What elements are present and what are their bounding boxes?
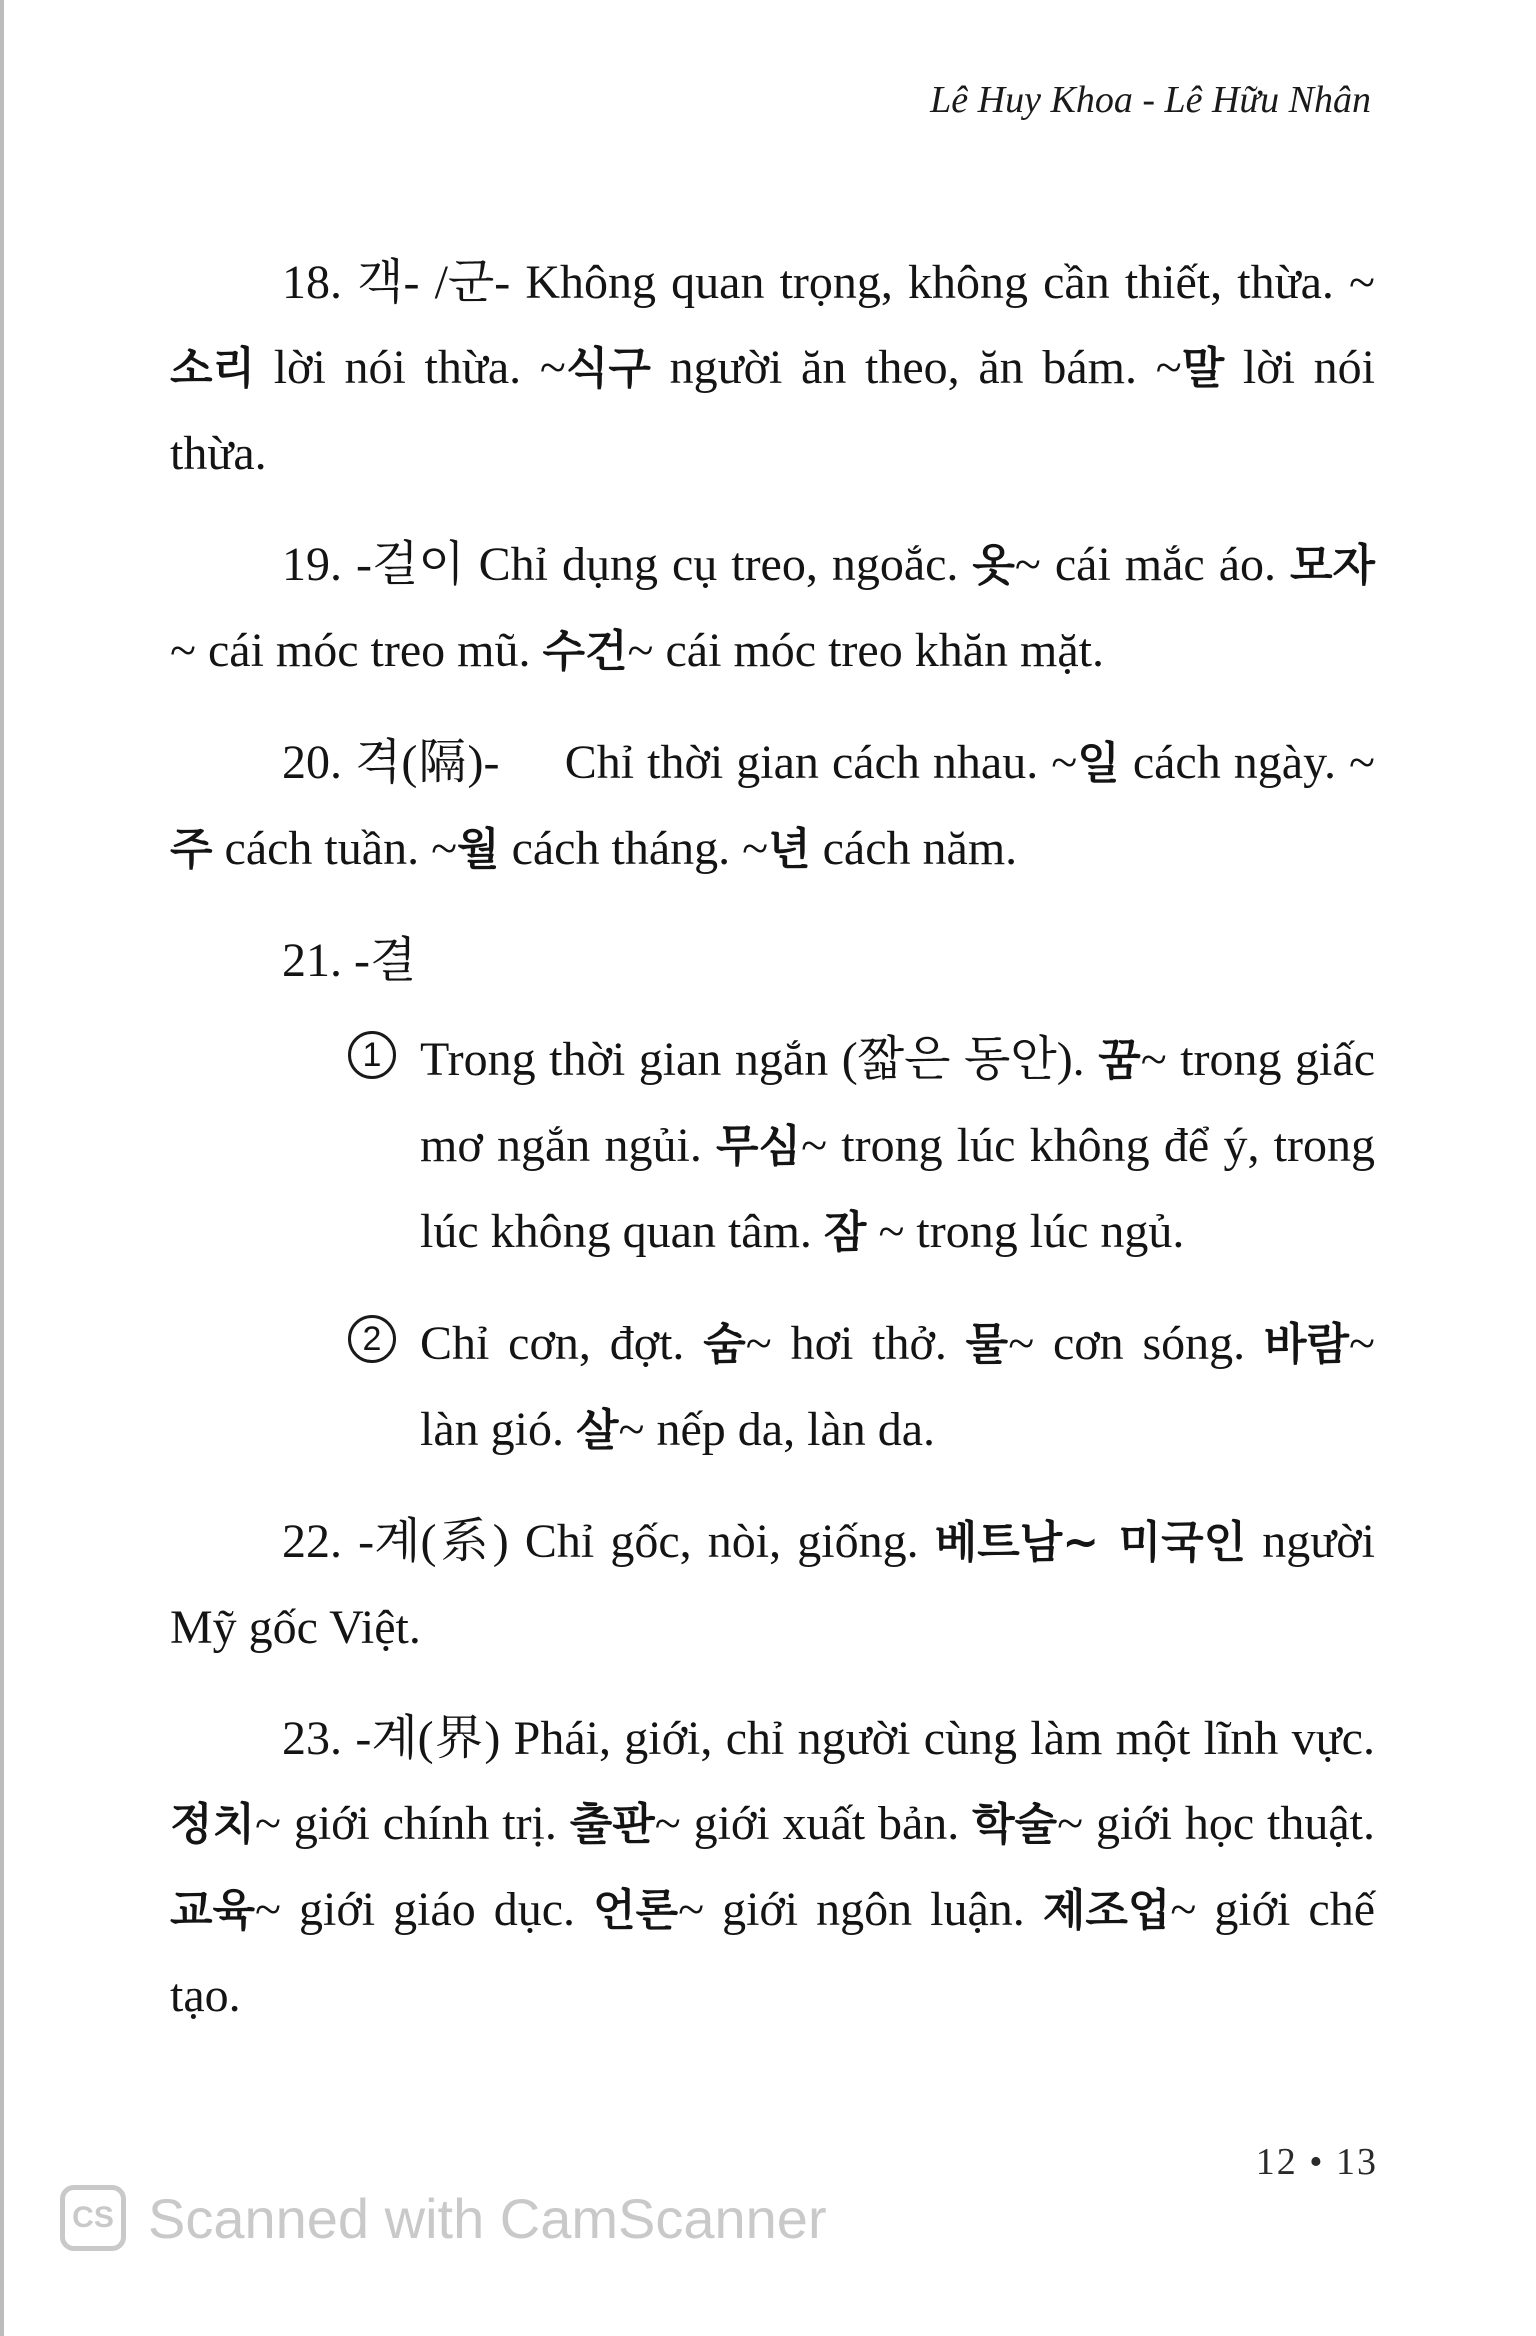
korean-term: 소리	[170, 343, 256, 394]
entry-text: người ăn theo, ăn bám. ~	[650, 341, 1182, 394]
entry-text: ~ cơn sóng.	[1008, 1317, 1265, 1370]
korean-term: 숨	[703, 1319, 746, 1370]
entry-18	[170, 240, 1375, 496]
entry-text: 격(隔)- Chỉ thời gian cách nhau. ~	[342, 736, 1078, 789]
camscanner-logo-icon: CS	[60, 2185, 126, 2251]
korean-term: 년	[768, 824, 811, 875]
entry-text: Chỉ cơn, đợt.	[420, 1317, 704, 1370]
entry-text: cách ngày. ~	[1119, 736, 1375, 789]
entry-text: ~ trong lúc không để ý, trong lúc không quan tâm.	[420, 1119, 1375, 1258]
entry-number: 18.	[282, 256, 342, 309]
entry-text: lời nói thừa. ~	[255, 341, 566, 394]
korean-term: 말	[1181, 343, 1225, 394]
entry-text: -계(界) Phái, giới, chỉ người cùng làm một lĩnh vực.	[342, 1712, 1375, 1765]
korean-term: 베트남~ 미국인	[934, 1517, 1247, 1568]
korean-term: 언론	[593, 1885, 679, 1936]
entry-23	[170, 1696, 1375, 2038]
entry-text: ~ giới chính trị.	[255, 1797, 570, 1850]
korean-term: 바람	[1264, 1319, 1350, 1370]
korean-term: 제조업	[1042, 1885, 1171, 1936]
korean-term: 꿈	[1098, 1035, 1141, 1086]
entry-19	[170, 522, 1375, 694]
entry-text: ~ trong lúc ngủ.	[866, 1205, 1185, 1258]
entry-text: -걸이 Chỉ dụng cụ treo, ngoắc.	[342, 538, 973, 591]
entry-text: ~ nếp da, làn da.	[618, 1403, 936, 1456]
korean-term: 살	[575, 1405, 619, 1456]
korean-term: 정치	[170, 1799, 256, 1850]
korean-term: 일	[1077, 738, 1120, 789]
entry-number: 21.	[282, 934, 342, 987]
korean-term: 식구	[565, 343, 651, 394]
entry-number: 23.	[282, 1712, 342, 1765]
entry-22	[170, 1499, 1375, 1670]
entry-text: lời nói thừa.	[170, 341, 1376, 480]
entry-text: ~ cái mắc áo.	[1014, 538, 1290, 591]
korean-term: 교육	[170, 1885, 256, 1936]
korean-term: 물	[965, 1319, 1009, 1370]
korean-term: 모자	[1289, 540, 1375, 591]
running-header-authors: Lê Huy Khoa - Lê Hữu Nhân	[930, 79, 1371, 121]
korean-term: 잠	[823, 1207, 867, 1258]
entry-text: cách năm.	[810, 822, 1018, 875]
entry-text: ~ giới xuất bản.	[654, 1797, 973, 1850]
page-number: 12 • 13	[1255, 2141, 1378, 2183]
page-edge	[0, 0, 4, 2336]
circled-number-1: 1	[348, 1031, 396, 1079]
entry-text: -결	[342, 934, 417, 987]
entry-21	[170, 918, 1375, 1003]
korean-term: 주	[170, 824, 213, 875]
entry-text: ~ cái móc treo khăn mặt.	[627, 624, 1104, 677]
entry-text: Trong thời gian ngắn (짧은 동안).	[420, 1033, 1099, 1086]
entry-text: 객- /군- Không quan trọng, không cần thiết, thừa. ~	[342, 256, 1375, 309]
korean-term: 옷	[972, 540, 1015, 591]
entry-number: 22.	[282, 1515, 342, 1568]
camscanner-text: Scanned with CamScanner	[148, 2186, 827, 2250]
entry-text: ~ hơi thở.	[745, 1317, 966, 1370]
korean-term: 학술	[972, 1799, 1058, 1850]
korean-term: 수건	[542, 626, 628, 677]
entry-21-sense-2	[170, 1301, 1375, 1473]
camscanner-watermark	[60, 2178, 827, 2258]
korean-term: 월	[457, 824, 500, 875]
entry-20	[170, 720, 1375, 892]
entry-text: cách tháng. ~	[499, 822, 769, 875]
entry-text: ~ giới học thuật.	[1057, 1797, 1375, 1850]
entry-text: ~ cái móc treo mũ.	[170, 624, 543, 677]
entry-text: -계(系) Chỉ gốc, nòi, giống.	[342, 1515, 935, 1568]
entry-text: ~ trong giấc mơ ngắn ngủi.	[420, 1033, 1375, 1172]
entry-number: 19.	[282, 538, 342, 591]
entry-text: ~ giới giáo dục.	[255, 1883, 594, 1936]
korean-term: 출판	[569, 1799, 655, 1850]
circled-number-2: 2	[348, 1315, 396, 1363]
entry-21-sense-1	[170, 1017, 1375, 1275]
page-body	[170, 240, 1375, 2064]
entry-text: cách tuần. ~	[212, 822, 458, 875]
entry-text: ~ giới chế tạo.	[170, 1883, 1375, 2022]
entry-text: ~ giới ngôn luận.	[678, 1883, 1043, 1936]
entry-number: 20.	[282, 736, 342, 789]
entry-text: ~ làn gió.	[420, 1317, 1375, 1456]
korean-term: 무심	[716, 1121, 802, 1172]
entry-text: người Mỹ gốc Việt.	[170, 1515, 1375, 1654]
